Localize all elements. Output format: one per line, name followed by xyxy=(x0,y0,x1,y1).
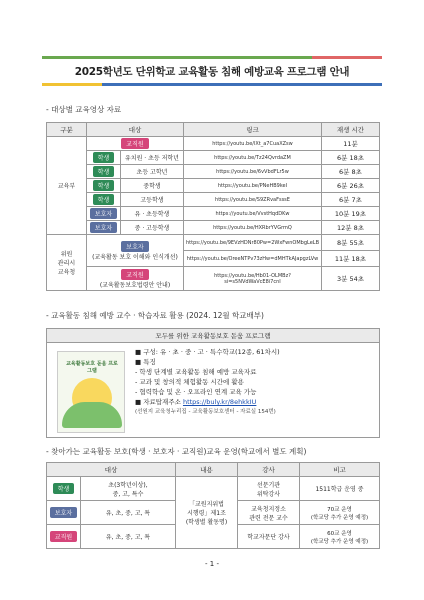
video-link[interactable]: https://youtu.be/HXRbrYVGrmQ xyxy=(183,221,321,235)
target-cell: 초(3학년이상), 중, 고, 특수 xyxy=(81,477,176,501)
promo-url-link[interactable]: https://buly.kr/8ehkkIU xyxy=(182,398,257,406)
table-row-target xyxy=(87,137,184,151)
video-time: 6분 8초 xyxy=(322,165,380,179)
video-table xyxy=(46,122,380,291)
badge-student: 학생 xyxy=(93,152,115,163)
section1-heading: - 대상별 교육영상 자료 xyxy=(46,105,122,114)
badge-cell xyxy=(87,165,121,179)
badge-cell xyxy=(47,525,81,549)
promo-line-features: ■ 특징 xyxy=(135,358,156,366)
promo-line-feature-3: - 협력학습 및 온 · 오프라인 연계 교육 가능 xyxy=(135,388,257,396)
badge-teacher: 교직원 xyxy=(121,269,148,280)
lecturer-cell: 학교자문단 강사 xyxy=(238,525,300,549)
badge-student: 학생 xyxy=(93,194,115,205)
promo-info-list xyxy=(135,347,280,417)
video-link[interactable]: https://youtu.be/OreeNTPv73zHw=dMHTkAJapgzLVw xyxy=(183,251,321,267)
title-accent-yellow xyxy=(42,83,102,86)
video-time: 8분 55초 xyxy=(322,235,380,251)
group-label-moe: 교육부 xyxy=(47,137,87,235)
badge-cell xyxy=(87,151,121,165)
promo-url-label: ■ 자료탑재주소 xyxy=(135,398,181,406)
video-link[interactable]: https://youtu.be/6vVbdFLr5w xyxy=(183,165,321,179)
col-header-target: 대상 xyxy=(87,123,184,137)
col-header-target: 대상 xyxy=(47,463,176,477)
section2-heading: - 교육활동 침해 예방 교수 · 학습자료 활용 (2024. 12월 학교배부) xyxy=(46,311,264,320)
badge-parent: 보호자 xyxy=(50,507,77,518)
program-cover-image xyxy=(57,351,125,433)
content-cell: 「교원지위법 시행령」제1조 (학생별 활동명) xyxy=(176,477,238,549)
target-cell: 중학생 xyxy=(121,179,184,193)
target-cell-parent-awareness xyxy=(87,235,184,267)
video-link[interactable]: https://youtu.be/9EVzHDNr80Pw=2WxFwnOMbgLeLB xyxy=(183,235,321,251)
badge-student: 학생 xyxy=(93,180,115,191)
section3-heading: - 찾아가는 교육활동 보호(학생 · 보호자 · 교직원)교육 운영(학교에서 별도 계획) xyxy=(46,447,307,456)
video-link[interactable]: https://youtu.be/VvstHqdDKw xyxy=(183,207,321,221)
note-cell: 60교 운영 (학교당 추가 운영 예정) xyxy=(300,525,380,549)
video-time: 6분 7초 xyxy=(322,193,380,207)
col-header-category: 구분 xyxy=(47,123,87,137)
page-title: 2025학년도 단위학교 교육활동 침해 예방교육 프로그램 안내 xyxy=(74,65,350,78)
video-link[interactable]: https://youtu.be/Hb01-OLMBz?si=s5NVdWaVcE8i7cnI xyxy=(183,267,321,291)
promo-note: (선원지 교육청누리집 - 교육활동보호센터 - 자료실 154번) xyxy=(135,409,276,415)
target-cell: 초등 고학년 xyxy=(121,165,184,179)
badge-cell xyxy=(47,501,81,525)
target-cell: 유 · 초등학생 xyxy=(121,207,184,221)
badge-student: 학생 xyxy=(93,166,115,177)
target-cell-teacher-law xyxy=(87,267,184,291)
badge-teacher: 교직원 xyxy=(121,138,148,149)
col-header-lecturer: 강사 xyxy=(238,463,300,477)
target-cell: 유, 초, 중, 고, 특 xyxy=(81,525,176,549)
lecturer-cell: 선문기관 위탁강사 xyxy=(238,477,300,501)
badge-teacher: 교직원 xyxy=(50,531,77,542)
group-label-office: 위원 관리시 교육청 xyxy=(47,235,87,291)
target-text: (교육활동보호법령안 안내) xyxy=(99,281,171,289)
video-time: 6분 18초 xyxy=(322,151,380,165)
promo-title: 모두를 위한 교육활동보호 돋움 프로그램 xyxy=(47,329,379,343)
video-link[interactable]: https://youtu.be/lXt_a7CuaXZsw xyxy=(183,137,321,151)
outreach-table xyxy=(46,462,380,549)
video-link[interactable]: https://youtu.be/Tz24QvrdaZM xyxy=(183,151,321,165)
video-link[interactable]: https://youtu.be/S9ZRvaFsssE xyxy=(183,193,321,207)
note-cell: 70교 운영 (학교당 추가 운영 예정) xyxy=(300,501,380,525)
target-text: (교육활동 보호 이해와 인식개선) xyxy=(92,253,178,261)
video-time: 3분 54초 xyxy=(322,267,380,291)
col-header-link: 링크 xyxy=(183,123,321,137)
video-time: 11분 18초 xyxy=(322,251,380,267)
badge-cell xyxy=(87,179,121,193)
cover-hill-shape xyxy=(62,402,122,428)
badge-cell xyxy=(87,221,121,235)
badge-parent: 보호자 xyxy=(121,241,148,252)
badge-parent: 보호자 xyxy=(90,222,117,233)
cover-title: 교육활동보호 돋움 프로그램 xyxy=(66,361,118,374)
badge-cell xyxy=(87,207,121,221)
video-time: 11분 xyxy=(322,137,380,151)
col-header-time: 재생 시간 xyxy=(322,123,380,137)
badge-cell xyxy=(87,193,121,207)
col-header-note: 비고 xyxy=(300,463,380,477)
target-cell: 유치원 · 초등 저학년 xyxy=(121,151,184,165)
promo-line-feature-2: - 교과 및 창의적 체험활동 시간에 활용 xyxy=(135,378,244,386)
target-cell: 고등학생 xyxy=(121,193,184,207)
video-time: 10분 19초 xyxy=(322,207,380,221)
col-header-content: 내용 xyxy=(176,463,238,477)
title-banner xyxy=(42,56,382,86)
promo-line-url-row xyxy=(135,397,280,407)
page-number: - 1 - xyxy=(205,560,219,568)
badge-cell xyxy=(47,477,81,501)
title-accent-red xyxy=(312,56,382,59)
video-time: 12분 8초 xyxy=(322,221,380,235)
lecturer-cell: 교육청지정소 관련 전문 교수 xyxy=(238,501,300,525)
target-cell: 유, 초, 중, 고, 특 xyxy=(81,501,176,525)
target-cell: 중 · 고등학생 xyxy=(121,221,184,235)
video-time: 6분 26초 xyxy=(322,179,380,193)
video-link[interactable]: https://youtu.be/PNeHB9keI xyxy=(183,179,321,193)
note-cell: 1511학급 운영 중 xyxy=(300,477,380,501)
promo-box xyxy=(46,328,380,438)
badge-parent: 보호자 xyxy=(90,208,117,219)
badge-student: 학생 xyxy=(53,483,75,494)
promo-line-feature-1: - 학생 단계별 교육활동 침해 예방 교육자료 xyxy=(135,368,257,376)
promo-line-composition: ■ 구성: 유 · 초 · 중 · 고 · 특수학교(12종, 61차시) xyxy=(135,348,280,356)
